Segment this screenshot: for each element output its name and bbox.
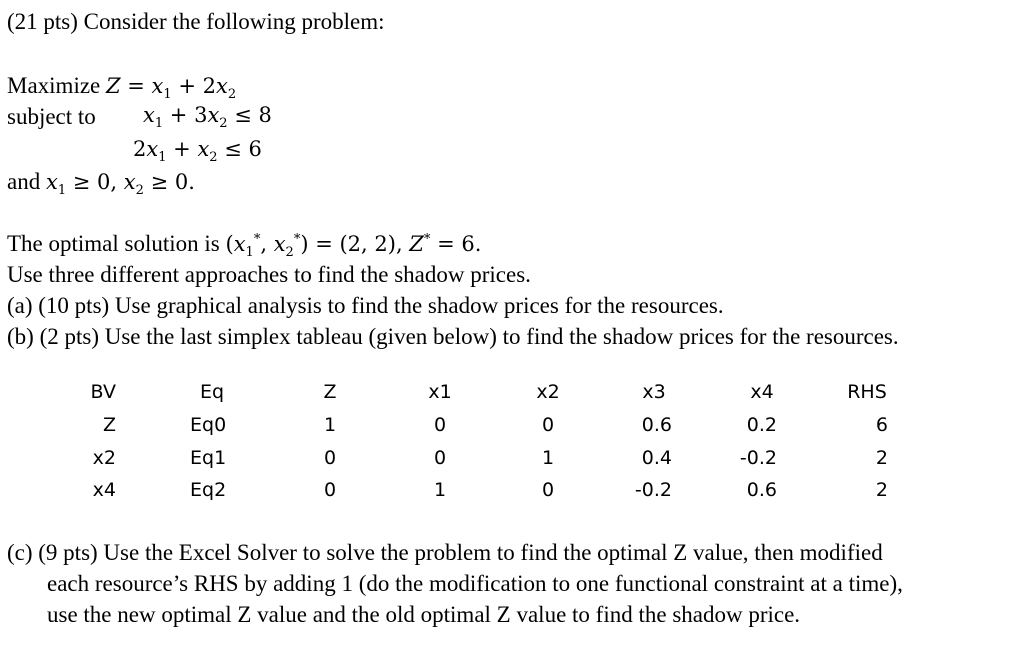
objective-function: $Z = x_1 + 2x_2$ xyxy=(106,74,237,103)
optimal-solution-prefix: The optimal solution is xyxy=(7,231,220,256)
use-three-approaches: Use three different approaches to find the shadow prices. xyxy=(7,262,531,287)
constraint-2: $2x_1 + x_2 \le 6$ xyxy=(133,137,262,166)
tableau-header-x1: x1 xyxy=(428,381,452,403)
table-cell: 1 xyxy=(433,479,447,501)
optimal-solution-line xyxy=(7,231,482,261)
maximize-label: Maximize xyxy=(7,73,101,98)
table-cell: 2 xyxy=(875,447,888,469)
part-c-line-3: use the new optimal Z value and the old optimal Z value to find the shadow price. xyxy=(47,602,801,627)
problem-intro: (21 pts) Consider the following problem: xyxy=(7,9,385,34)
table-cell: 0 xyxy=(433,447,447,469)
table-cell: 0 xyxy=(433,414,447,436)
tableau-header-bv: BV xyxy=(90,381,116,403)
table-cell: Z xyxy=(102,414,116,436)
table-cell: x2 xyxy=(92,447,116,469)
table-cell: 0 xyxy=(323,447,337,469)
table-cell: 1 xyxy=(541,447,555,469)
constraint-1: $x_1 + 3x_2 \le 8$ xyxy=(143,103,272,132)
table-cell: -0.2 xyxy=(634,479,672,501)
tableau-header-x3: x3 xyxy=(642,381,666,403)
tableau-header-x4: x4 xyxy=(750,381,774,403)
table-cell: 1 xyxy=(323,414,337,436)
and-label: and xyxy=(7,169,41,194)
nonnegativity-line xyxy=(7,169,195,199)
table-cell: Eq2 xyxy=(190,479,227,501)
table-cell: 0.6 xyxy=(746,479,777,501)
tableau-header-eq: Eq xyxy=(200,381,225,403)
constraint-1-line xyxy=(7,105,96,128)
table-cell: 0 xyxy=(323,479,337,501)
table-cell: 6 xyxy=(875,414,888,436)
nonnegativity-constraints: $x_1 \ge 0$, $x_2 \ge 0$. xyxy=(45,170,195,199)
table-cell: x4 xyxy=(92,479,116,501)
tableau-header-z: Z xyxy=(323,381,337,403)
tableau-header-rhs: RHS xyxy=(847,381,887,403)
table-cell: 0 xyxy=(541,479,555,501)
table-cell: 0.4 xyxy=(641,447,672,469)
part-c-line-1: (c) (9 pts) Use the Excel Solver to solve the problem to find the optimal Z value, then modified xyxy=(7,540,883,565)
part-c-line-2: each resource’s RHS by adding 1 (do the modification to one functional constraint at a time), xyxy=(47,571,903,596)
table-cell: 0 xyxy=(541,414,555,436)
part-b: (b) (2 pts) Use the last simplex tableau (given below) to find the shadow prices for the resources. xyxy=(7,324,899,349)
optimal-solution-value: ($x_1^*$, $x_2^*) = (2$, 2), Z* = 6. xyxy=(225,232,482,261)
table-cell: Eq1 xyxy=(190,447,227,469)
table-cell: 0.6 xyxy=(641,414,672,436)
table-cell: Eq0 xyxy=(190,414,227,436)
objective-line xyxy=(7,73,237,103)
table-cell: -0.2 xyxy=(739,447,777,469)
table-cell: 2 xyxy=(875,479,888,501)
table-cell: 0.2 xyxy=(746,414,777,436)
subject-to-label: subject to xyxy=(7,104,96,129)
tableau-header-x2: x2 xyxy=(536,381,560,403)
part-a: (a) (10 pts) Use graphical analysis to find the shadow prices for the resources. xyxy=(7,293,724,318)
